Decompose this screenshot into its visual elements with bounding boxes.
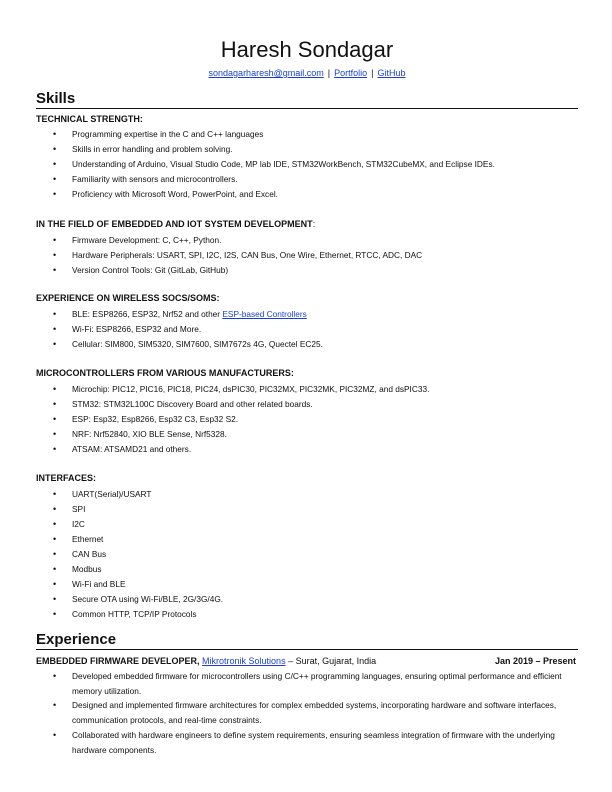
candidate-name: Haresh Sondagar bbox=[220, 37, 394, 62]
list-item: • Wi-Fi and BLE bbox=[36, 577, 578, 592]
list-item: • Proficiency with Microsoft Word, PowerPoint, and Excel. bbox=[36, 187, 578, 202]
job-role: EMBEDDED FIRMWARE DEVELOPER, bbox=[36, 656, 200, 666]
embedded-iot-heading bbox=[36, 219, 315, 230]
microcontrollers-list bbox=[36, 382, 578, 457]
list-item: • NRF: Nrf52840, XIO BLE Sense, Nrf5328. bbox=[36, 427, 578, 442]
list-item: • Hardware Peripherals: USART, SPI, I2C, I2S, CAN Bus, One Wire, Ethernet, RTCC, ADC, DAC bbox=[36, 248, 578, 263]
job-responsibilities-list bbox=[36, 669, 578, 757]
list-item: • Collaborated with hardware engineers to define system requirements, ensuring seamless integration of firmware with the underlying hardware components. bbox=[36, 728, 578, 757]
list-item: • Wi-Fi: ESP8266, ESP32 and More. bbox=[36, 322, 578, 337]
interfaces-list bbox=[36, 487, 578, 622]
list-item: • Modbus bbox=[36, 562, 578, 577]
list-item: • SPI bbox=[36, 502, 578, 517]
list-item: • ATSAM: ATSAMD21 and others. bbox=[36, 442, 578, 457]
microcontrollers-heading: MICROCONTROLLERS FROM VARIOUS MANUFACTURERS: bbox=[36, 368, 294, 378]
separator: | bbox=[371, 68, 374, 78]
ble-text: BLE: ESP8266, ESP32, Nrf52 and other bbox=[72, 309, 223, 319]
list-item: • Microchip: PIC12, PIC16, PIC18, PIC24, dsPIC30, PIC32MX, PIC32MK, PIC32MZ, and dsPIC33. bbox=[36, 382, 578, 397]
list-item: • Cellular: SIM800, SIM5320, SIM7600, SIM7672s 4G, Quectel EC25. bbox=[36, 337, 578, 352]
contact-line bbox=[36, 68, 578, 79]
list-item: • Programming expertise in the C and C++ languages bbox=[36, 127, 578, 142]
job-date: Jan 2019 – Present bbox=[494, 656, 576, 666]
email-link[interactable]: sondagarharesh@gmail.com bbox=[208, 68, 324, 78]
list-item: • Common HTTP, TCP/IP Protocols bbox=[36, 607, 578, 622]
job-location: – Surat, Gujarat, India bbox=[285, 656, 377, 666]
embedded-iot-heading-text: IN THE FIELD OF EMBEDDED AND IOT SYSTEM DEVELOPMENT bbox=[36, 219, 313, 229]
list-item: • CAN Bus bbox=[36, 547, 578, 562]
embedded-iot-list bbox=[36, 233, 578, 278]
list-item: • Ethernet bbox=[36, 532, 578, 547]
skills-heading: Skills bbox=[36, 90, 578, 109]
list-item: • Firmware Development: C, C++, Python. bbox=[36, 233, 578, 248]
portfolio-link[interactable]: Portfolio bbox=[334, 68, 368, 78]
job-header bbox=[36, 656, 578, 667]
experience-heading: Experience bbox=[36, 631, 578, 650]
list-item: • Developed embedded firmware for microcontrollers using C/C++ programming languages, ensuring optimal performance and efficient memory utilization. bbox=[36, 669, 578, 698]
list-item: • Designed and implemented firmware architectures for complex embedded systems, incorporating hardware and software interfaces, communication protocols, and real-time constraints. bbox=[36, 698, 578, 727]
esp-controllers-link[interactable]: ESP-based Controllers bbox=[222, 309, 307, 319]
separator: | bbox=[327, 68, 331, 78]
list-item bbox=[36, 307, 578, 322]
company-link[interactable]: Mikrotronik Solutions bbox=[202, 656, 286, 666]
list-item: • UART(Serial)/USART bbox=[36, 487, 578, 502]
interfaces-heading: INTERFACES: bbox=[36, 473, 97, 483]
list-item: • Familiarity with sensors and microcontrollers. bbox=[36, 172, 578, 187]
wireless-heading: EXPERIENCE ON WIRELESS SOCS/SOMS: bbox=[36, 293, 220, 303]
list-item: • Version Control Tools: Git (GitLab, GitHub) bbox=[36, 263, 578, 278]
technical-strength-list bbox=[36, 127, 578, 202]
list-item: • Skills in error handling and problem solving. bbox=[36, 142, 578, 157]
list-item: • I2C bbox=[36, 517, 578, 532]
github-link[interactable]: GitHub bbox=[377, 68, 406, 78]
list-item: • Understanding of Arduino, Visual Studio Code, MP lab IDE, STM32WorkBench, STM32CubeMX, and Eclipse IDEs. bbox=[36, 157, 578, 172]
technical-strength-heading: TECHNICAL STRENGTH: bbox=[36, 114, 143, 124]
list-item: • Secure OTA using Wi-Fi/BLE, 2G/3G/4G. bbox=[36, 592, 578, 607]
wireless-list bbox=[36, 307, 578, 352]
list-item: • ESP: Esp32, Esp8266, Esp32 C3, Esp32 S2. bbox=[36, 412, 578, 427]
heading-colon: : bbox=[312, 219, 316, 229]
list-item: • STM32: STM32L100C Discovery Board and other related boards. bbox=[36, 397, 578, 412]
